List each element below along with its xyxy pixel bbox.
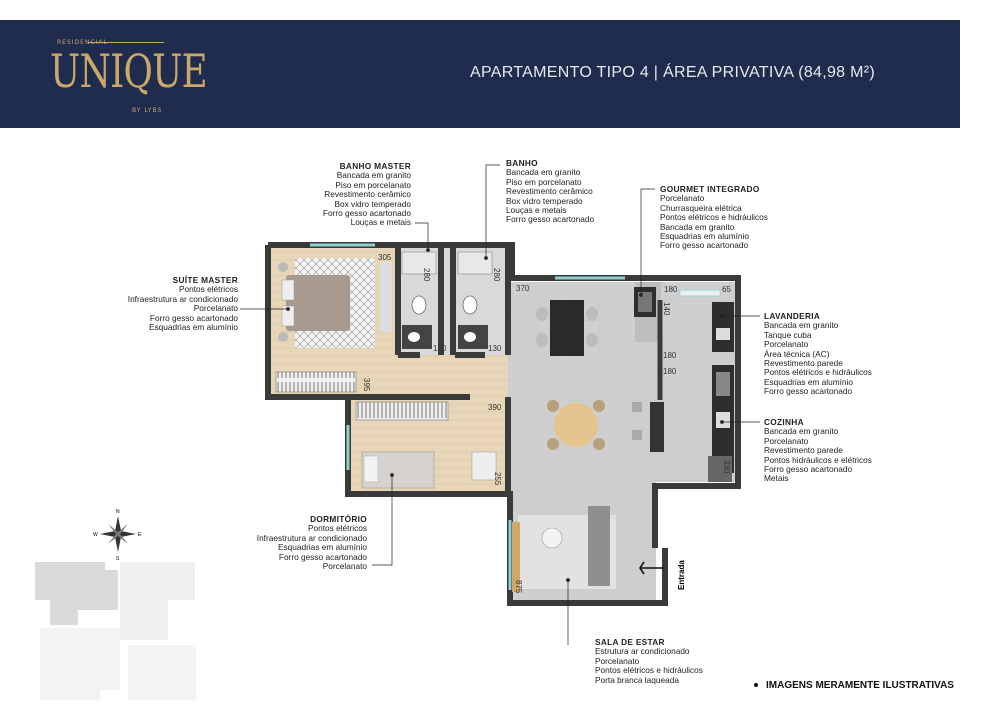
feature-item: Box vidro temperado: [506, 195, 583, 206]
feature-item: Churrasqueira elétrica: [660, 202, 742, 213]
feature-item: Forro gesso acartonado: [764, 464, 853, 475]
chair: [547, 400, 559, 412]
feature-item: Pontos elétricos: [307, 523, 367, 534]
feature-item: Bancada em granito: [506, 167, 581, 178]
leader-dot: [721, 421, 724, 424]
feature-list: [506, 168, 636, 224]
feature-item: Infraestrutura ar condicionado: [256, 532, 367, 543]
callout-title: DORMITÓRIO: [310, 514, 367, 524]
footer-note-text: IMAGENS MERAMENTE ILUSTRATIVAS: [766, 680, 954, 691]
callout-title: SUÍTE MASTER: [172, 275, 238, 285]
callout-banho-master: [280, 162, 411, 228]
callout-title: LAVANDERIA: [764, 311, 821, 321]
entrance-label: Entrada: [677, 560, 686, 590]
desk: [472, 452, 496, 480]
callout-title: BANHO MASTER: [339, 161, 411, 171]
callout-cozinha: [764, 418, 924, 484]
feature-item: Box vidro temperado: [334, 198, 411, 209]
feature-list: [660, 194, 810, 250]
compass-n: N: [116, 509, 120, 515]
dim-label: 395: [362, 378, 371, 392]
feature-item: Porcelanato: [322, 561, 367, 572]
dim-label: 65: [722, 285, 731, 294]
laundry-counter: [712, 302, 734, 352]
chair: [536, 307, 548, 321]
dim-label: 180: [664, 285, 678, 294]
nightstand: [278, 262, 288, 272]
callout-lavanderia: [764, 312, 924, 397]
stool: [632, 402, 642, 412]
chair: [586, 307, 598, 321]
feature-item: Bancada em granito: [764, 320, 839, 331]
feature-item: Porcelanato: [595, 655, 640, 666]
leader-dot: [391, 474, 394, 477]
feature-list: [764, 321, 924, 396]
callout-title: COZINHA: [764, 417, 804, 427]
bullet-icon: [754, 683, 758, 687]
key-plan-block: [40, 628, 120, 700]
stool: [632, 430, 642, 440]
callout-title: BANHO: [506, 158, 538, 168]
feature-item: Porcelanato: [660, 193, 705, 204]
feature-item: Metais: [764, 473, 789, 484]
feature-item: Esquadrias em alumínio: [660, 231, 750, 242]
feature-item: Bancada em granito: [764, 426, 839, 437]
feature-item: Revestimento parede: [764, 445, 843, 456]
pillow: [364, 456, 378, 482]
coffee-table: [542, 528, 562, 548]
leader-dot: [427, 249, 430, 252]
feature-item: Bancada em granito: [660, 221, 735, 232]
feature-list: [595, 647, 745, 685]
feature-item: Porta branca laqueada: [595, 674, 679, 685]
feature-item: Revestimento cerâmico: [324, 189, 411, 200]
callout-suite: [100, 276, 238, 332]
leader-dot: [567, 579, 570, 582]
feature-item: Tanque cuba: [764, 329, 812, 340]
key-plan-block: [120, 562, 195, 640]
footer-note: [754, 680, 954, 691]
toilet: [463, 296, 477, 314]
chair: [593, 438, 605, 450]
feature-item: Piso em porcelanato: [335, 179, 411, 190]
key-plan-block: [128, 645, 196, 700]
nightstand: [278, 332, 288, 342]
compass-w: W: [93, 532, 98, 538]
shower: [458, 252, 492, 274]
key-plan-highlight: [35, 562, 118, 625]
dim-label: 305: [378, 253, 392, 262]
dim-label: 140: [662, 302, 671, 316]
feature-item: Porcelanato: [193, 303, 238, 314]
feature-list: [230, 524, 367, 571]
laundry-sink: [716, 328, 730, 340]
feature-item: Esquadrias em alumínio: [764, 376, 854, 387]
feature-item: Piso em porcelanato: [506, 176, 582, 187]
chair: [536, 333, 548, 347]
chair: [586, 333, 598, 347]
dim-label: 180: [663, 367, 677, 376]
feature-item: Porcelanato: [764, 339, 809, 350]
pillow: [282, 280, 294, 300]
callout-title: SALA DE ESTAR: [595, 637, 665, 647]
dim-label: 130: [433, 344, 447, 353]
sofa: [588, 506, 610, 586]
suite-wardrobe: [276, 372, 356, 392]
dresser: [380, 262, 392, 332]
dim-label: 370: [516, 284, 530, 293]
feature-item: Louças e metais: [506, 205, 567, 216]
laundry-shelf: [680, 290, 720, 296]
round-table: [554, 403, 598, 447]
dim-label: 180: [663, 351, 677, 360]
logo-small-text: RESIDENCIAL: [57, 39, 108, 46]
dim-label: 875: [514, 580, 523, 594]
feature-item: Porcelanato: [764, 435, 809, 446]
feature-item: Louças e metais: [350, 217, 411, 228]
compass-e: E: [138, 532, 142, 538]
dorm-wardrobe: [356, 402, 448, 420]
dim-label: 330: [722, 460, 731, 474]
brand-logo: UNIQUE: [50, 44, 207, 98]
feature-item: Pontos elétricos e hidráulicos: [595, 665, 703, 676]
callout-title: GOURMET INTEGRADO: [660, 184, 760, 194]
feature-item: Infraestrutura ar condicionado: [127, 293, 238, 304]
feature-item: Esquadrias em alumínio: [148, 322, 238, 333]
dim-label: 280: [492, 268, 501, 282]
feature-list: [280, 171, 411, 227]
feature-item: Forro gesso acartonado: [660, 240, 749, 251]
basin: [464, 332, 476, 342]
feature-item: Pontos hidráulicos e elétricos: [764, 454, 872, 465]
feature-item: Esquadrias em alumínio: [277, 542, 367, 553]
chair: [593, 400, 605, 412]
callout-banho: [506, 159, 636, 225]
compass-rose: [93, 509, 142, 562]
feature-item: Forro gesso acartonado: [149, 312, 238, 323]
page-title: APARTAMENTO TIPO 4 | ÁREA PRIVATIVA (84,98 M²): [469, 64, 875, 81]
callout-gourmet: [660, 185, 810, 251]
cooktop: [716, 372, 730, 396]
feature-item: Pontos elétricos e hidráulicos: [660, 212, 768, 223]
feature-item: Forro gesso acartonado: [278, 551, 367, 562]
compass-s: S: [116, 556, 120, 562]
kitchen-sink: [716, 412, 730, 428]
feature-item: Pontos elétricos e hidráulicos: [764, 367, 872, 378]
dim-label: 390: [488, 403, 502, 412]
feature-item: Forro gesso acartonado: [506, 214, 595, 225]
feature-list: [764, 427, 924, 483]
counter-island: [650, 402, 664, 452]
leader-dot: [287, 308, 290, 311]
feature-list: [100, 285, 238, 332]
callout-sala: [595, 638, 745, 685]
logo-sub-text: BY LYBS: [132, 107, 163, 114]
feature-item: Bancada em granito: [336, 170, 411, 181]
feature-item: Forro gesso acartonado: [322, 208, 411, 219]
feature-item: Pontos elétricos: [178, 284, 238, 295]
feature-item: Revestimento parede: [764, 358, 843, 369]
dim-label: 255: [493, 472, 502, 486]
feature-item: Estrutura ar condicionado: [595, 646, 690, 657]
feature-item: Revestimento cerâmico: [506, 186, 593, 197]
feature-item: Forro gesso acartonado: [764, 386, 853, 397]
chair: [547, 438, 559, 450]
basin: [408, 332, 420, 342]
key-plan: [35, 562, 196, 700]
dim-label: 280: [422, 268, 431, 282]
callout-dormitorio: [230, 515, 367, 571]
dining-table: [550, 300, 584, 356]
feature-item: Área técnica (AC): [764, 348, 830, 359]
leader-dot: [721, 315, 724, 318]
double-bed: [286, 275, 350, 331]
toilet-master: [412, 296, 426, 314]
dim-label: 130: [488, 344, 502, 353]
leader-dot: [640, 294, 643, 297]
leader-dot: [485, 257, 488, 260]
